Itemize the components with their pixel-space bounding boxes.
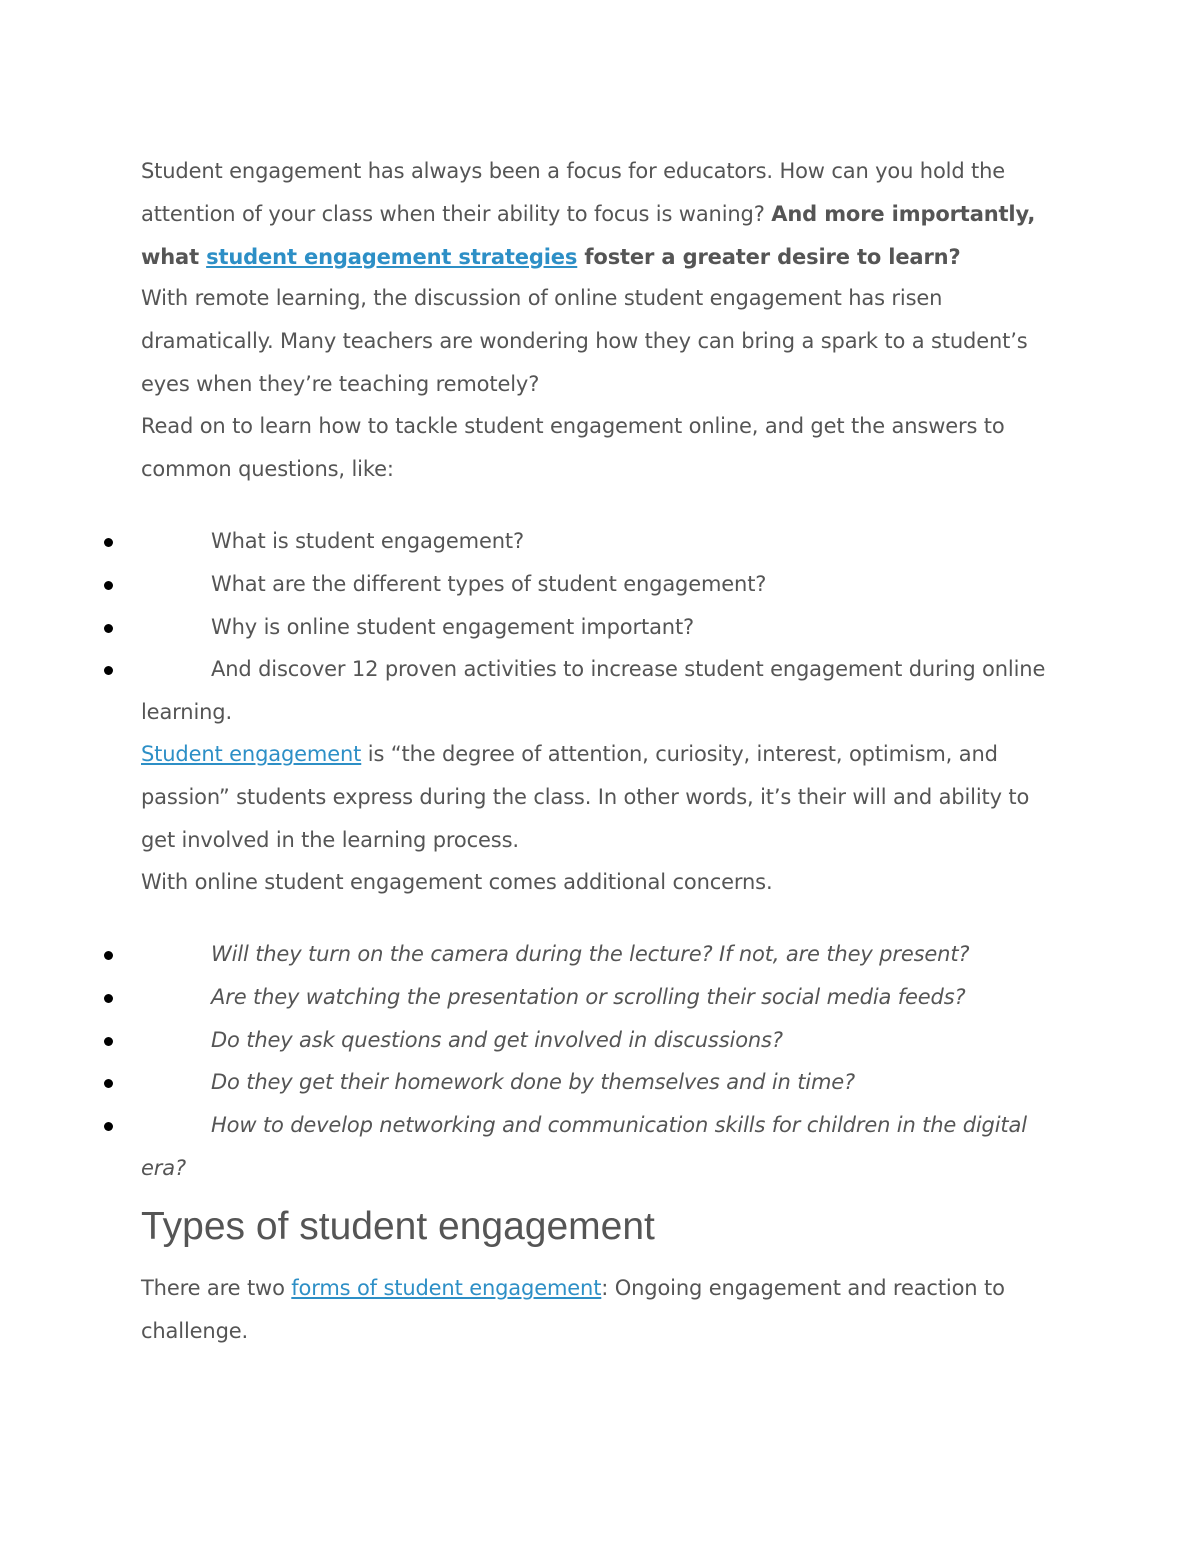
definition-paragraph [141, 733, 1051, 861]
list-item: How to develop networking and communication skills for children in the digital era? [0, 1104, 1060, 1190]
list-item: Will they turn on the camera during the lecture? If not, are they present? [0, 933, 1060, 976]
forms-text-before: There are two [141, 1276, 292, 1300]
intro-bold-question-start: And more importantly, what [141, 201, 1036, 269]
definition-text: is “the degree of attention, curiosity, interest, optimism, and passion” students express during the class. In other words, it’s their will and ability to get involved in the learning process. [141, 742, 1030, 852]
questions-list [0, 520, 1060, 734]
bullet-icon [104, 1079, 113, 1088]
intro-text: Student engagement has always been a focus for educators. How can you hold the attention of your class when their ability to focus is waning? [141, 159, 1006, 226]
student-engagement-link[interactable]: Student engagement [141, 742, 362, 766]
list-item: What are the different types of student engagement? [0, 563, 1060, 606]
remote-learning-paragraph: With remote learning, the discussion of online student engagement has risen dramatically. Many teachers are wondering how they can bring a spark to a student’s eyes when they’re teaching remotely? [141, 286, 1028, 396]
list-item: And discover 12 proven activities to increase student engagement during online learning. [0, 648, 1060, 734]
concerns-intro-paragraph: With online student engagement comes additional concerns. [141, 870, 773, 894]
forms-text-after: : Ongoing engagement and reaction to challenge. [141, 1276, 1005, 1343]
bullet-icon [104, 624, 113, 633]
concerns-list [0, 933, 1060, 1190]
section-heading: Types of student engagement [141, 1205, 655, 1248]
list-item: Are they watching the presentation or scrolling their social media feeds? [0, 976, 1060, 1019]
bullet-icon [104, 1037, 113, 1046]
list-item: Why is online student engagement important? [0, 606, 1060, 649]
bullet-icon [104, 951, 113, 960]
student-engagement-strategies-link[interactable]: student engagement strategies [206, 244, 578, 269]
read-on-paragraph: Read on to learn how to tackle student engagement online, and get the answers to common questions, like: [141, 414, 1005, 481]
forms-of-student-engagement-link[interactable]: forms of student engagement [291, 1276, 602, 1300]
intro-bold-question-end: foster a greater desire to learn? [577, 244, 961, 269]
list-item: What is student engagement? [0, 520, 1060, 563]
bullet-icon [104, 666, 113, 675]
bullet-icon [104, 538, 113, 547]
list-item: Do they get their homework done by themselves and in time? [0, 1061, 1060, 1104]
bullet-icon [104, 1122, 113, 1131]
intro-paragraph [141, 150, 1051, 278]
forms-paragraph [141, 1267, 1051, 1353]
list-item: Do they ask questions and get involved in discussions? [0, 1019, 1060, 1062]
bullet-icon [104, 994, 113, 1003]
bullet-icon [104, 581, 113, 590]
